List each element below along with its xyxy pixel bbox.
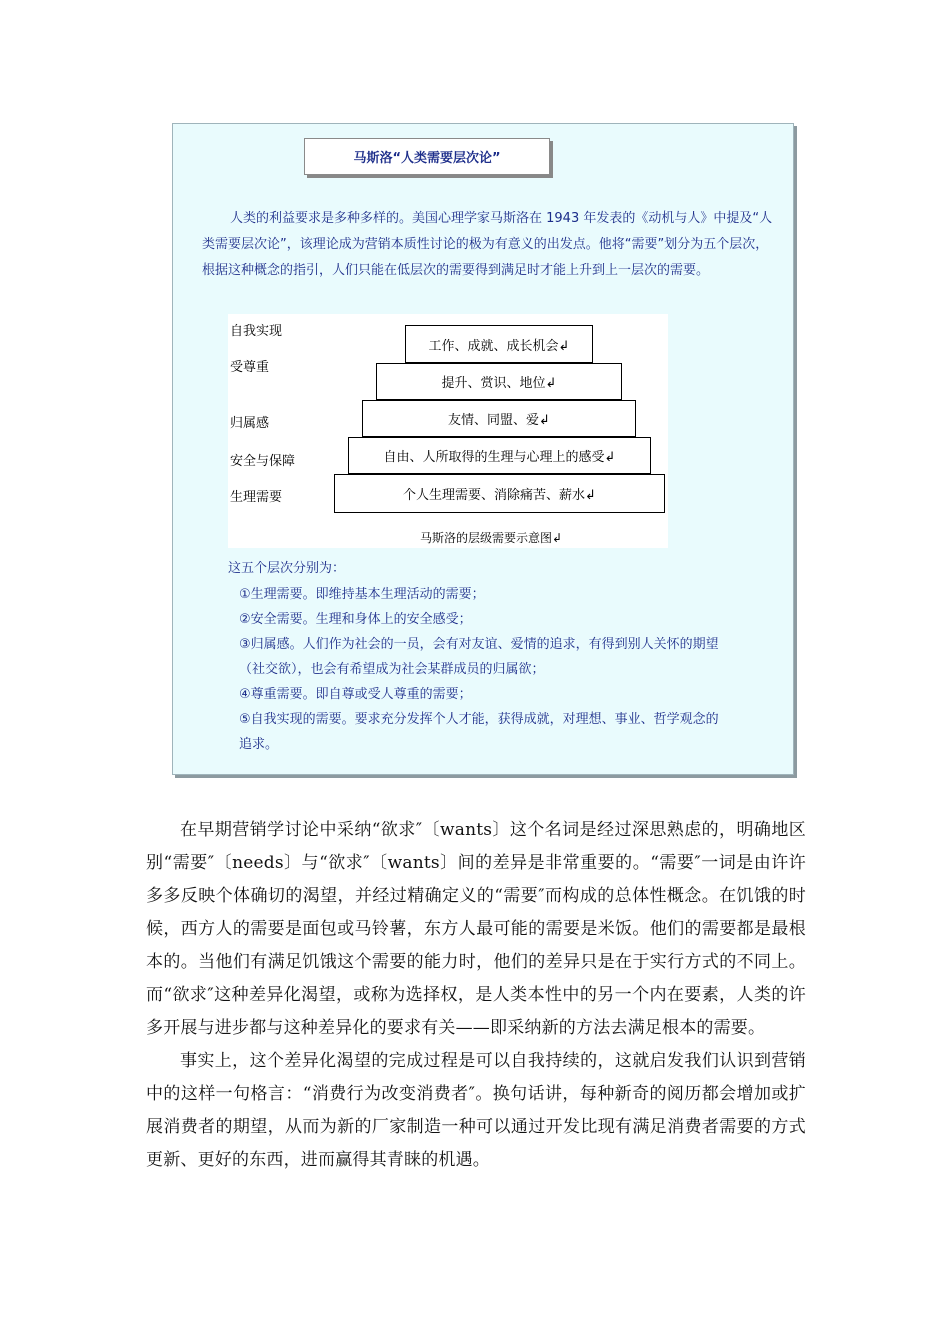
paragraph: 在早期营销学讨论中采纳“欲求″〔wants〕这个名词是经过深思熟虑的，明确地区别“需要″〔needs〕与“欲求″〔wants〕间的差异是非常重要的。“需要″一词是由许许多多反映个体确切的渴望，并经过精确定义的“需要″而构成的总体性概念。在饥饿的时候，西方人的需要是面包或马铃薯，东方人最可能的需要是米饭。他们的需要都是最根本的。当他们有满足饥饿这个需要的能力时，他们的差异只是在于实行方式的不同上。而“欲求″这种差异化渴望，或称为选择权，是人类本性中的另一个内在要素，人类的许多开展与进步都与这种差异化的要求有关——即采纳新的方法去满足根本的需要。	[146, 820, 806, 1038]
level-label-esteem: 受尊重	[230, 360, 270, 375]
level-label-belonging: 归属感	[230, 416, 270, 431]
list-item: ②安全需要。生理和身体上的安全感受；	[239, 612, 472, 627]
list-heading: 这五个层次分别为：	[228, 561, 346, 576]
list-item: ⑤自我实现的需要。要求充分发挥个人才能，获得成就，对理想、事业、哲学观念的	[239, 712, 719, 727]
figure-title: 马斯洛“人类需要层次论”	[304, 138, 550, 175]
pyramid-level-4: 提升、赏识、地位↲	[376, 363, 622, 400]
level-label-self-actualization: 自我实现	[230, 324, 283, 339]
pyramid-level-2: 自由、人所取得的生理与心理上的感受↲	[348, 437, 651, 474]
needs-list	[239, 582, 779, 757]
pyramid-level-5: 工作、成就、成长机会↲	[405, 325, 593, 363]
level-label-physiological: 生理需要	[230, 490, 283, 505]
pyramid-level-1: 个人生理需要、消除痛苦、薪水↲	[334, 474, 665, 513]
list-item: ③归属感。人们作为社会的一员，会有对友谊、爱情的追求，有得到别人关怀的期望	[239, 637, 719, 652]
list-item: 追求。	[239, 737, 279, 752]
list-item: ①生理需要。即维持基本生理活动的需要；	[239, 587, 485, 602]
maslow-figure	[172, 123, 794, 775]
level-label-safety: 安全与保障	[230, 454, 296, 469]
paragraph: 事实上，这个差异化渴望的完成过程是可以自我持续的，这就启发我们认识到营销中的这样一句格言：“消费行为改变消费者″。换句话讲，每种新奇的阅历都会增加或扩展消费者的期望，从而为新的厂家制造一种可以通过开发比现有满足消费者需要的方式更新、更好的东西，进而赢得其青睐的机遇。	[146, 1051, 806, 1170]
diagram-caption: 马斯洛的层级需要示意图↲	[420, 531, 563, 545]
hierarchy-diagram	[228, 314, 668, 548]
figure-intro: 人类的利益要求是多种多样的。美国心理学家马斯洛在 1943 年发表的《动机与人》中提及“人类需要层次论”，该理论成为营销本质性讨论的极为有意义的出发点。他将“需要”划分为五个层次，根据这种概念的指引，人们只能在低层次的需要得到满足时才能上升到上一层次的需要。	[202, 211, 773, 278]
list-item: （社交欲），也会有希望成为社会某群成员的归属欲；	[239, 662, 545, 677]
list-item: ④尊重需要。即自尊或受人尊重的需要；	[239, 687, 472, 702]
pyramid-level-3: 友情、同盟、爱↲	[362, 400, 636, 437]
body-text	[146, 814, 806, 1177]
